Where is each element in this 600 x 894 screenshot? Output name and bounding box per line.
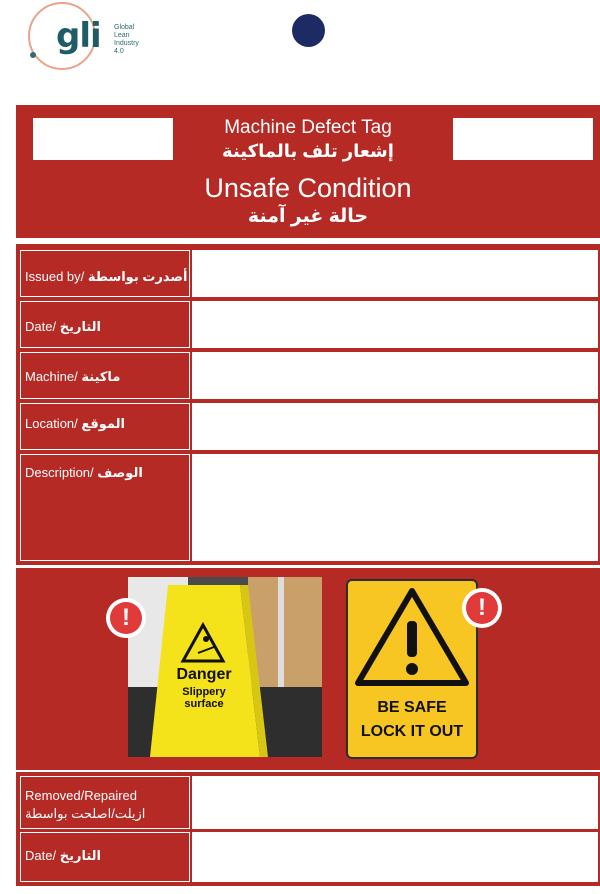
lock-out-sign [346,579,478,759]
tag-title-ar: إشعار تلف بالماكينة [222,141,394,161]
form-row-machine [16,352,600,399]
label-en: Description/ [25,465,94,480]
repair-date-field[interactable] [192,832,598,882]
issued-by-field[interactable] [192,250,598,297]
warning-triangle-icon [348,585,476,695]
label-ar: التاريخ [59,319,101,334]
logo-subtitle-line: Global [114,24,135,31]
form-row-date [16,301,600,348]
repair-section [16,772,600,886]
slippery-floor-illustration [128,577,322,757]
danger-text: Danger [176,666,232,683]
form-label [20,250,190,297]
slippery-text: Slippery [182,686,226,698]
date-field[interactable] [192,301,598,348]
form-row-repair-date [16,832,600,882]
condition-title-en: Unsafe Condition [204,173,412,203]
label-en: Removed/Repaired [25,788,138,803]
label-ar: ماكينة [81,369,121,384]
label-ar: التاريخ [59,848,101,863]
form-label [20,832,190,882]
form-row-removed-repaired [16,776,600,829]
surface-text: surface [184,698,224,710]
logo-dot [30,52,36,58]
logo-subtitle-line: Industry [114,40,139,47]
location-field[interactable] [192,403,598,450]
label-en: Issued by/ [25,269,85,284]
label-en: Date/ [25,319,57,334]
be-safe-text: BE SAFE [377,699,447,716]
slippery-floor-photo [128,577,322,757]
label-ar: الموقع [81,416,125,431]
form-label [20,352,190,399]
logo-subtitle [114,24,164,56]
form-label [20,403,190,450]
label-en: Location/ [25,416,78,431]
defect-form [16,244,600,565]
removed-repaired-field[interactable] [192,776,598,829]
logo-subtitle-line: Lean [114,32,130,39]
tag-title-en: Machine Defect Tag [224,117,392,138]
lock-it-out-text: LOCK IT OUT [360,723,464,740]
condition-title-ar: حالة غير آمنة [247,206,369,227]
form-row-description [16,454,600,561]
alert-icon: ! [106,598,146,638]
alert-icon: ! [462,588,502,628]
label-ar: أصدرت بواسطة [87,269,188,284]
label-ar: ازيلت/اصلحت بواسطة [25,806,146,821]
label-en: Date/ [25,848,57,863]
tag-header [16,105,600,238]
navy-circle [292,14,325,47]
gli-logo [22,2,172,74]
form-label [20,776,190,829]
form-label [20,301,190,348]
logo-word: gli [56,16,101,56]
form-row-issued-by [16,250,600,297]
label-ar: الوصف [97,465,143,480]
logo-subtitle-line: 4.0 [114,48,124,55]
machine-field[interactable] [192,352,598,399]
form-label [20,454,190,561]
warning-images-panel [16,568,600,770]
form-row-location [16,403,600,450]
description-field[interactable] [192,454,598,561]
label-en: Machine/ [25,369,78,384]
